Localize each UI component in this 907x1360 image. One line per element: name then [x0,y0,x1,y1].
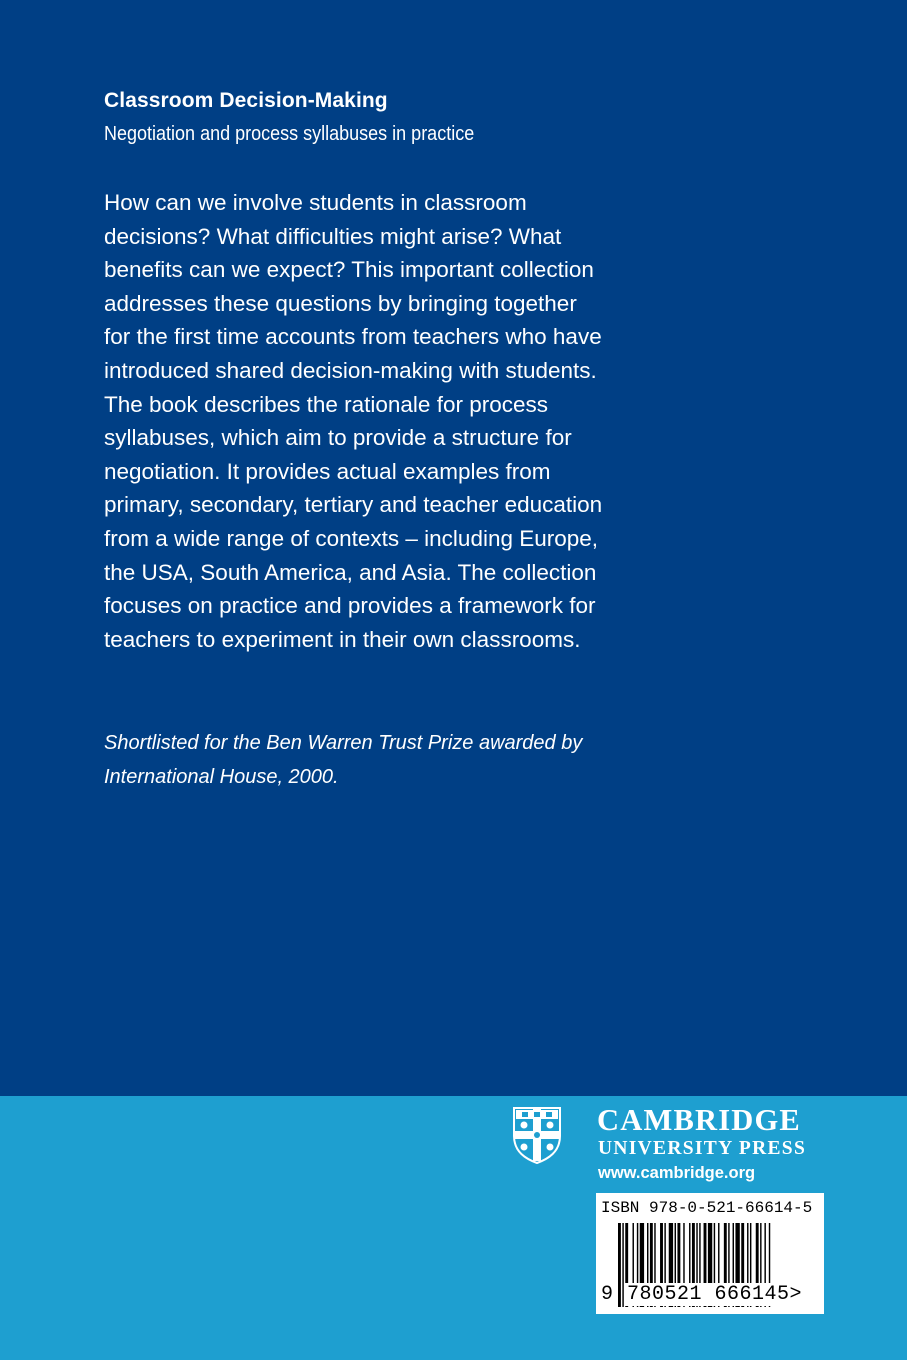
book-title: Classroom Decision-Making [104,89,388,112]
book-blurb: How can we involve students in classroom decisions? What difficulties might arise? What benefits can we expect? This important collection addresses these questions by bringing together for the first time accounts from teachers who have introduced shared decision-making with students. The book describes the rationale for process syllabuses, which aim to provide a structure for negotiation. It provides actual examples from primary, secondary, tertiary and teacher education from a wide range of contexts – including Europe, the USA, South America, and Asia. The collection focuses on practice and provides a framework for teachers to experiment in their own classrooms. [104,190,603,652]
barcode-digit-groups: 780521 666145 [627,1283,790,1306]
cambridge-crest-icon [512,1106,562,1164]
publisher-url: www.cambridge.org [598,1164,756,1182]
barcode-digits [625,1283,804,1306]
publisher-subname: UNIVERSITY PRESS [598,1138,807,1159]
publisher-name: CAMBRIDGE [597,1103,801,1137]
isbn-label: ISBN 978-0-521-66614-5 [601,1199,813,1217]
isbn-barcode [596,1193,824,1314]
book-subtitle: Negotiation and process syllabuses in practice [104,123,475,145]
award-note: Shortlisted for the Ben Warren Trust Prize awarded by International House, 2000. [104,732,583,788]
barcode-bar [618,1223,621,1307]
barcode-bar [622,1223,623,1307]
barcode-lead-digit: 9 [601,1283,614,1306]
barcode-end-mark: > [789,1283,803,1306]
